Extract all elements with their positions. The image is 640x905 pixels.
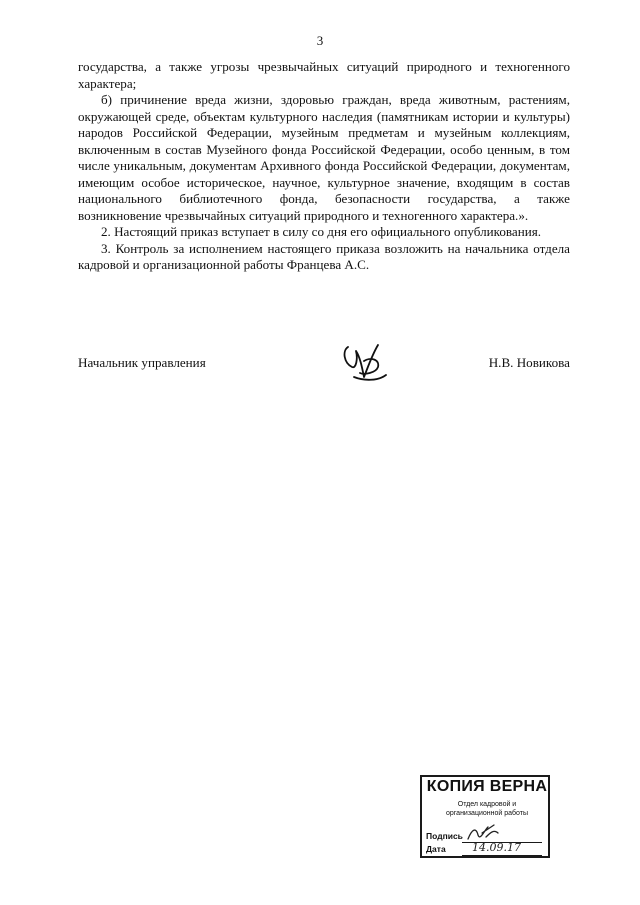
signature-block (78, 355, 570, 375)
stamp-handwritten-signature (464, 823, 504, 843)
certified-copy-stamp (420, 775, 550, 858)
document-body (78, 59, 570, 274)
paragraph-item-3: 3. Контроль за исполнением настоящего приказа возложить на начальника отдела кадровой и организационной работы Францева А.С. (78, 240, 570, 272)
handwritten-signature (334, 337, 394, 385)
stamp-department-line: организационной работы (445, 809, 529, 817)
paragraph-item-b: б) причинение вреда жизни, здоровью граждан, вреда животным, растениям, окружающей среде, объектам культурного наследия (памятникам истории и культуры) народов Российской Федерации, музейным предметам и музейным коллекциям, включенным в состав Музейного фонда Российской Федерации, особо ценным, в том числе уникальным, документам Архивного фонда Российской Федерации, документам, имеющим особое историческое, научное, культурное значение, входящим в состав национального библиотечного фонда, безопасности государства, а также возникновение чрезвычайных ситуаций природного и техногенного характера.». (78, 92, 570, 223)
stamp-department-line: Отдел кадровой и (457, 801, 517, 808)
stamp-date-label: Дата (426, 844, 446, 854)
stamp-signature-label: Подпись (426, 831, 463, 841)
stamp-date-line (462, 855, 542, 856)
stamp-date-value: 14.09.17 (472, 841, 521, 854)
stamp-department (426, 801, 548, 818)
signer-name: Н.В. Новикова (488, 355, 570, 370)
paragraph-item-2: 2. Настоящий приказ вступает в силу со дня его официального опубликования. (101, 224, 542, 239)
signer-title: Начальник управления (78, 355, 206, 370)
stamp-title: КОПИЯ ВЕРНА (426, 778, 548, 795)
page-number: 3 (316, 33, 324, 48)
paragraph-continuation: государства, а также угрозы чрезвычайных ситуаций природного и техногенного характера; (78, 59, 570, 91)
